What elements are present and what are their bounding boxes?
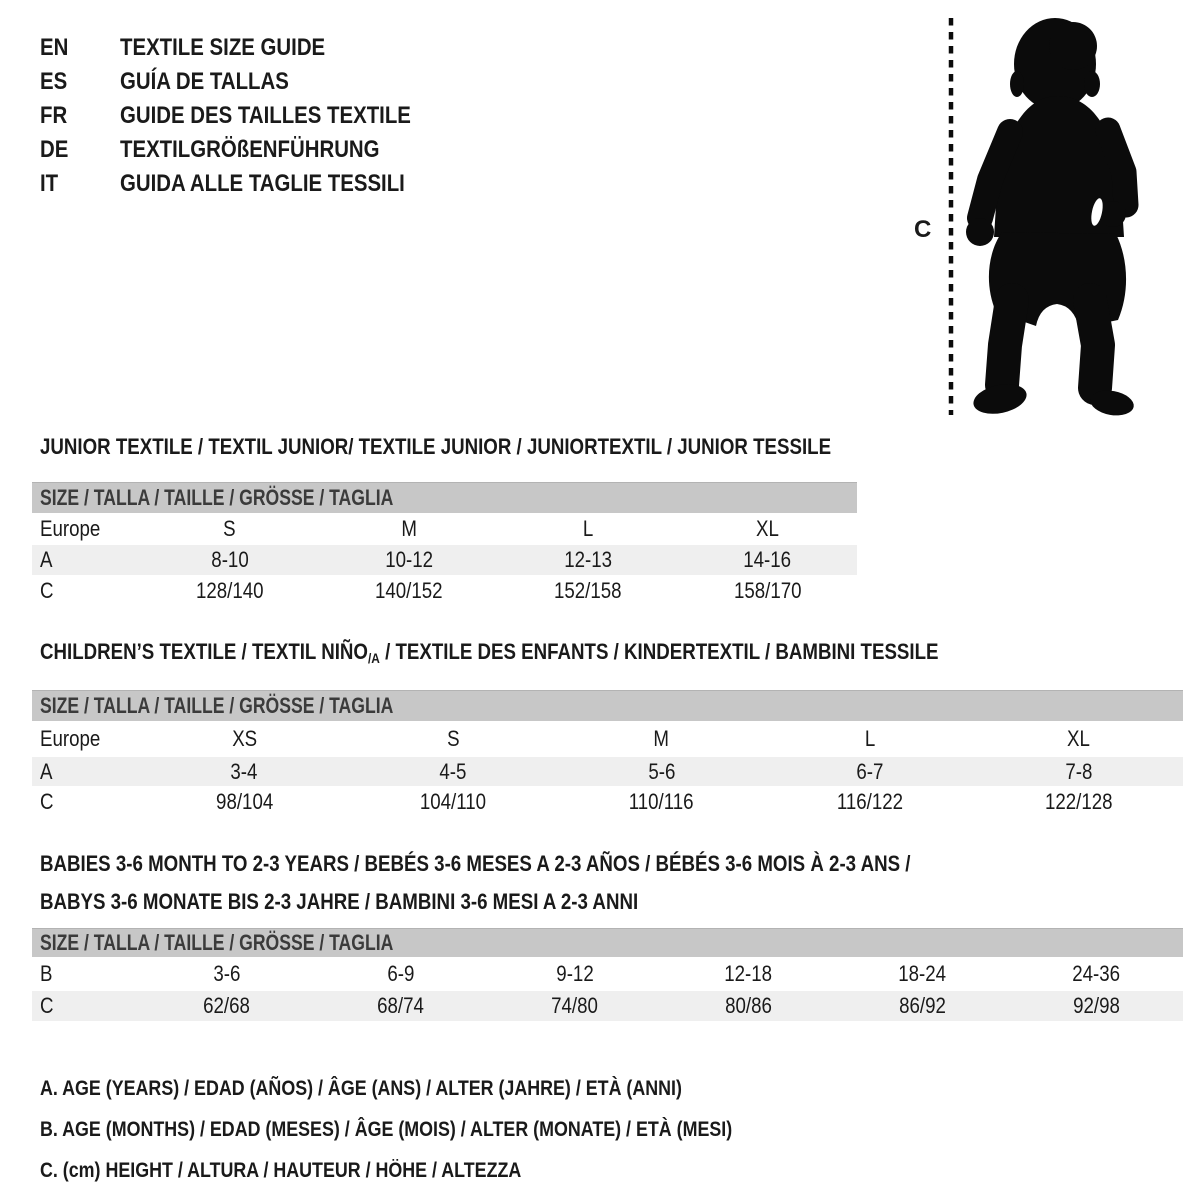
- toddler-silhouette: [940, 0, 1200, 420]
- language-code-fr: FR: [40, 102, 68, 129]
- language-label-de: TEXTILGRÖßENFÜHRUNG: [120, 136, 380, 163]
- legend-line-a: A. AGE (YEARS) / EDAD (AÑOS) / ÂGE (ANS) / ALTER (JAHRE) / ETÀ (ANNI): [40, 1077, 682, 1100]
- row-label: C: [40, 788, 54, 814]
- babies-row-months: [32, 957, 1183, 991]
- row-label: C: [40, 577, 54, 603]
- title-subscript: /A: [367, 650, 380, 666]
- size-cell: M: [401, 516, 417, 541]
- size-cell: 80/86: [725, 993, 772, 1018]
- row-label: A: [40, 547, 53, 572]
- language-code-es: ES: [40, 68, 68, 95]
- children-section-title: CHILDREN’S TEXTILE / TEXTIL NIÑO/A / TEXTILE DES ENFANTS / KINDERTEXTIL / BAMBINI TESSILE: [40, 639, 939, 666]
- children-row-age: [32, 757, 1183, 786]
- language-label-en: TEXTILE SIZE GUIDE: [120, 34, 326, 61]
- size-cell: 24-36: [1072, 961, 1120, 986]
- language-label-it: GUIDA ALLE TAGLIE TESSILI: [120, 170, 405, 197]
- size-cell: 8-10: [210, 547, 249, 572]
- size-cell: 3-6: [213, 961, 241, 986]
- language-code-de: DE: [40, 136, 69, 163]
- junior-size-header-bar: SIZE / TALLA / TAILLE / GRÖSSE / TAGLIA: [32, 482, 857, 513]
- row-label: Europe: [40, 516, 101, 541]
- size-cell: 86/92: [898, 993, 946, 1018]
- children-row-height: [32, 786, 1183, 817]
- size-cell: XS: [231, 726, 257, 751]
- size-cell: 104/110: [419, 788, 487, 814]
- babies-size-table: [32, 928, 1183, 1021]
- language-header: [40, 31, 462, 201]
- row-label: B: [40, 961, 53, 986]
- size-cell: 14-16: [743, 547, 792, 572]
- row-label: Europe: [40, 726, 101, 751]
- children-size-table: [32, 690, 1183, 817]
- size-cell: 18-24: [898, 961, 947, 986]
- size-cell: 7-8: [1065, 758, 1093, 784]
- size-cell: 74/80: [551, 993, 598, 1018]
- size-cell: 12-18: [724, 961, 773, 986]
- size-cell: S: [446, 726, 460, 751]
- row-label: A: [40, 758, 53, 784]
- size-cell: 9-12: [555, 961, 594, 986]
- children-size-header-bar: SIZE / TALLA / TAILLE / GRÖSSE / TAGLIA: [32, 690, 1183, 721]
- size-cell: L: [864, 726, 876, 751]
- size-cell: XL: [755, 516, 779, 541]
- size-cell: 6-7: [856, 758, 884, 784]
- size-cell: 98/104: [215, 788, 273, 814]
- legend-line-b: B. AGE (MONTHS) / EDAD (MESES) / ÂGE (MOIS) / ALTER (MONATE) / ETÀ (MESI): [40, 1118, 733, 1141]
- junior-section-title: JUNIOR TEXTILE / TEXTIL JUNIOR/ TEXTILE JUNIOR / JUNIORTEXTIL / JUNIOR TESSILE: [40, 434, 832, 459]
- size-cell: L: [582, 516, 594, 541]
- legend-line-c: C. (cm) HEIGHT / ALTURA / HAUTEUR / HÖHE / ALTEZZA: [40, 1159, 522, 1182]
- size-cell: 92/98: [1072, 993, 1120, 1018]
- junior-row-height: [32, 575, 857, 606]
- size-cell: 10-12: [384, 547, 433, 572]
- junior-size-table: [32, 482, 857, 606]
- size-cell: 110/116: [629, 788, 694, 814]
- size-cell: M: [653, 726, 670, 751]
- height-measure-label: C: [914, 216, 932, 243]
- language-label-fr: GUIDE DES TAILLES TEXTILE: [120, 102, 411, 129]
- size-cell: XL: [1067, 726, 1091, 751]
- size-cell: 5-6: [647, 758, 676, 784]
- language-code-en: EN: [40, 34, 69, 61]
- size-cell: 3-4: [230, 758, 258, 784]
- babies-size-header-bar: SIZE / TALLA / TAILLE / GRÖSSE / TAGLIA: [32, 928, 1183, 957]
- junior-row-europe: [32, 513, 857, 545]
- babies-section-title: BABIES 3-6 MONTH TO 2-3 YEARS / BEBÉS 3-6 MESES A 2-3 AÑOS / BÉBÉS 3-6 MOIS À 2-3 ANS / BABYS 3-6 MONATE BIS 2-3 JAHRE / BAMBINI 3-6 MESI A 2-3 ANNI: [40, 851, 911, 914]
- size-cell: 62/68: [203, 993, 251, 1018]
- size-cell: 128/140: [195, 577, 264, 603]
- children-row-europe: [32, 721, 1183, 757]
- language-code-it: IT: [40, 170, 59, 197]
- row-label: C: [40, 993, 54, 1018]
- size-cell: 152/158: [554, 577, 622, 603]
- size-cell: S: [223, 516, 236, 541]
- size-cell: 158/170: [733, 577, 802, 603]
- babies-row-height: [32, 991, 1183, 1021]
- size-cell: 12-13: [564, 547, 613, 572]
- junior-row-age: [32, 545, 857, 575]
- size-cell: 4-5: [439, 758, 467, 784]
- size-cell: 122/128: [1044, 788, 1113, 814]
- legend: [40, 1068, 854, 1191]
- size-cell: 116/122: [836, 788, 904, 814]
- size-cell: 68/74: [377, 993, 425, 1018]
- size-cell: 140/152: [375, 577, 443, 603]
- language-label-es: GUÍA DE TALLAS: [120, 68, 289, 95]
- size-cell: 6-9: [387, 961, 415, 986]
